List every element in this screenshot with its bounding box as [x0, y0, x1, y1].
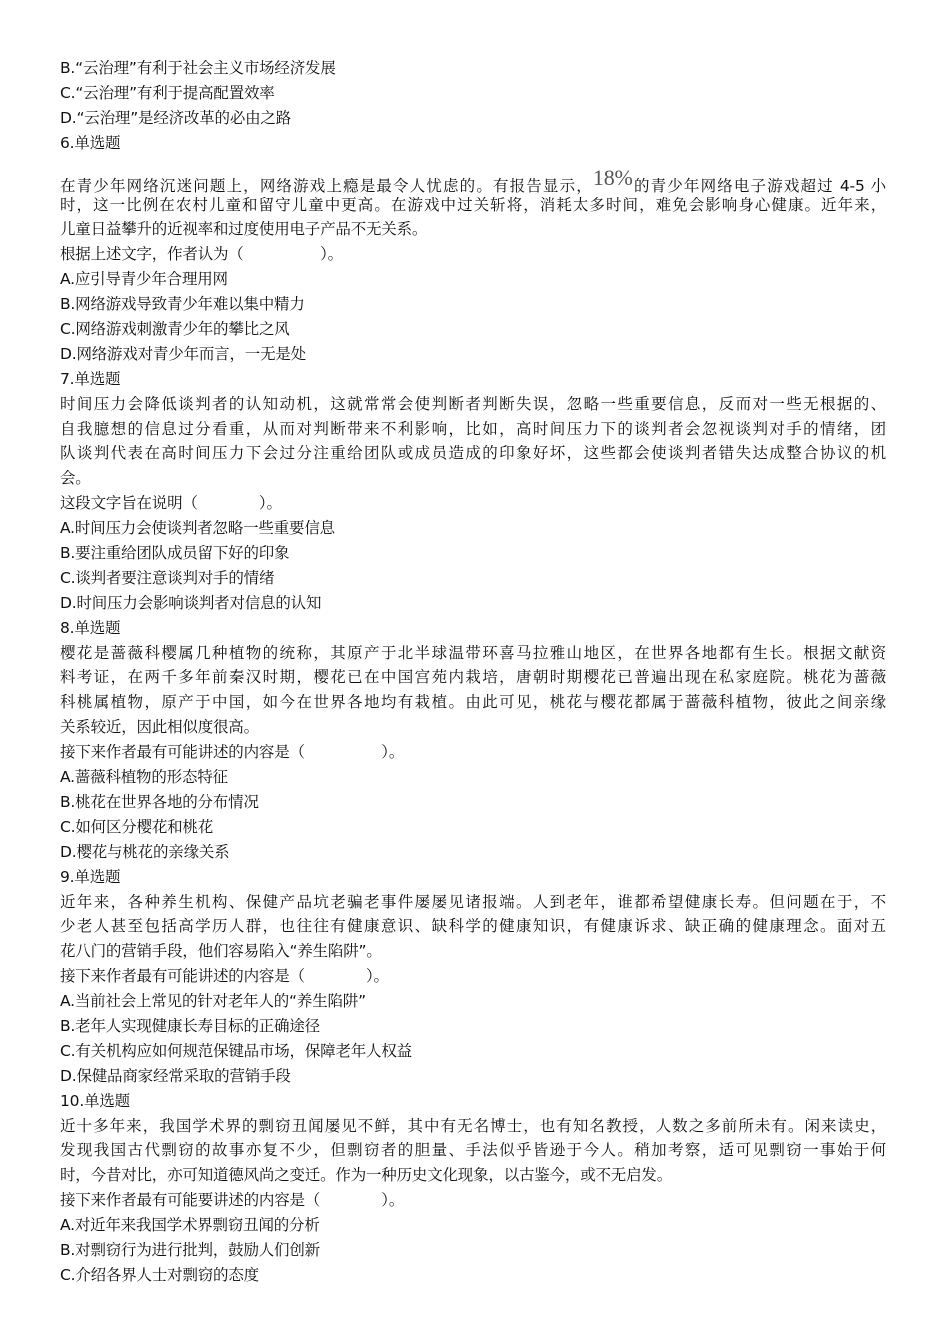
option-line: C.介绍各界人士对剽窃的态度 [60, 1265, 259, 1284]
passage-line: 近十多年来，我国学术界的剽窃丑闻屡见不鲜，其中有无名博士，也有知名教授，人数之多前所未有。闲来读史， [60, 1116, 886, 1135]
passage-line: 自我臆想的信息过分看重，从而对判断带来不利影响，比如，高时间压力下的谈判者会忽视谈判对手的情绪，团 [60, 419, 886, 438]
passage-line: 时，今昔对比，亦可知道德风尚之变迁。作为一种历史文化现象，以古鉴今，或不无启发。 [60, 1166, 673, 1185]
option-line: A.对近年来我国学术界剽窃丑闻的分析 [60, 1216, 320, 1235]
passage-line: 少老人甚至包括高学历人群，也往往有健康意识、缺科学的健康知识，有健康诉求、缺正确的健康理念。面对五 [60, 917, 886, 936]
passage-line: 近年来，各种养生机构、保健产品坑老骗老事件屡屡见诸报端。人到老年，谁都希望健康长寿。但问题在于，不 [60, 892, 886, 911]
option-line: B.桃花在世界各地的分布情况 [60, 792, 259, 811]
option-line: C.有关机构应如何规范保键品市场，保障老年人权益 [60, 1041, 412, 1060]
option-line: A.当前社会上常见的针对老年人的“养生陷阱” [60, 992, 366, 1011]
prompt-line: 这段文字旨在说明（ ）。 [60, 494, 282, 513]
option-line: B.老年人实现健康长寿目标的正确途径 [60, 1016, 320, 1035]
passage-line: 时间压力会降低谈判者的认知动机，这就常常会使判断者判断失误，忽略一些重要信息，反而对一些无根据的、 [60, 394, 886, 413]
question-header-line: 7.单选题 [60, 369, 121, 388]
passage-line: 料考证，在两千多年前秦汉时期，樱花已在中国宫苑内栽培，唐朝时期樱花已普遍出现在私家庭院。桃花为蔷薇 [60, 668, 886, 687]
passage-line: 花八门的营销手段，他们容易陷入“养生陷阱”。 [60, 942, 382, 961]
prompt-line: 接下来作者最有可能要讲述的内容是（ ）。 [60, 1191, 405, 1210]
passage-line: 会。 [60, 469, 91, 488]
prompt-line: 根据上述文字，作者认为（ ）。 [60, 245, 343, 264]
option-line: A.蔷薇科植物的形态特征 [60, 768, 228, 787]
prompt-line: 接下来作者最有可能讲述的内容是（ ）。 [60, 743, 405, 762]
option-line: B.“云治理”有利于社会主义市场经济发展 [60, 59, 336, 77]
option-line: C.网络游戏刺激青少年的攀比之风 [60, 320, 290, 339]
option-line: D.时间压力会影响谈判者对信息的认知 [60, 593, 322, 612]
prompt-line: 接下来作者最有可能讲述的内容是（ ）。 [60, 967, 389, 986]
passage-line: 樱花是蔷薇科樱属几种植物的统称，其原产于北半球温带环喜马拉雅山地区，在世界各地都有生长。根据文献资 [60, 643, 886, 662]
option-line: C.如何区分樱花和桃花 [60, 817, 214, 836]
option-line: D.保健品商家经常采取的营销手段 [60, 1066, 291, 1085]
option-line: B.网络游戏导致青少年难以集中精力 [60, 295, 305, 314]
document-page [60, 56, 886, 1288]
question-header-line: 8.单选题 [60, 618, 121, 637]
question-header-line: 6.单选题 [60, 133, 121, 152]
passage-line: 科桃属植物，原产于中国，如今在世界各地均有栽植。由此可见，桃花与樱花都属于蔷薇科植物，彼此之间亲缘 [60, 693, 886, 712]
option-line: C.谈判者要注意谈判对手的情绪 [60, 568, 275, 587]
passage-line [60, 156, 886, 193]
text-span: 的青少年网络电子游戏超过 4-5 小 [632, 176, 886, 195]
passage-line: 队谈判代表在高时间压力下会过分注重给团队或成员造成的印象好坏，这些都会使谈判者错失达成整合协议的机 [60, 444, 886, 463]
question-header-line: 9.单选题 [60, 867, 121, 886]
option-line: A.应引导青少年合理用网 [60, 270, 228, 289]
passage-line: 关系较近，因此相似度很高。 [60, 718, 259, 737]
option-line: A.时间压力会使谈判者忽略一些重要信息 [60, 519, 335, 538]
option-line: C.“云治理”有利于提高配置效率 [60, 83, 275, 102]
text-span: 在青少年网络沉迷问题上，网络游戏上瘾是最令人忧虑的。有报告显示， [60, 176, 593, 195]
option-line: B.对剽窃行为进行批判，鼓励人们创新 [60, 1240, 320, 1259]
option-line: B.要注重给团队成员留下好的印象 [60, 544, 290, 563]
percentage-figure: 18% [592, 164, 633, 190]
option-line: D.“云治理”是经济改革的必由之路 [60, 108, 292, 127]
option-line: D.网络游戏对青少年而言，一无是处 [60, 344, 306, 363]
question-header-line: 10.单选题 [60, 1091, 130, 1110]
passage-line: 时，这一比例在农村儿童和留守儿童中更高。在游戏中过关斩将，消耗太多时间，难免会影响身心健康。近年来， [60, 195, 886, 214]
passage-line: 发现我国古代剽窃的故事亦复不少，但剽窃者的胆量、手法似乎皆逊于今人。稍加考察，适可见剽窃一事始于何 [60, 1141, 886, 1160]
passage-line: 儿童日益攀升的近视率和过度使用电子产品不无关系。 [60, 220, 428, 239]
option-line: D.樱花与桃花的亲缘关系 [60, 842, 230, 861]
